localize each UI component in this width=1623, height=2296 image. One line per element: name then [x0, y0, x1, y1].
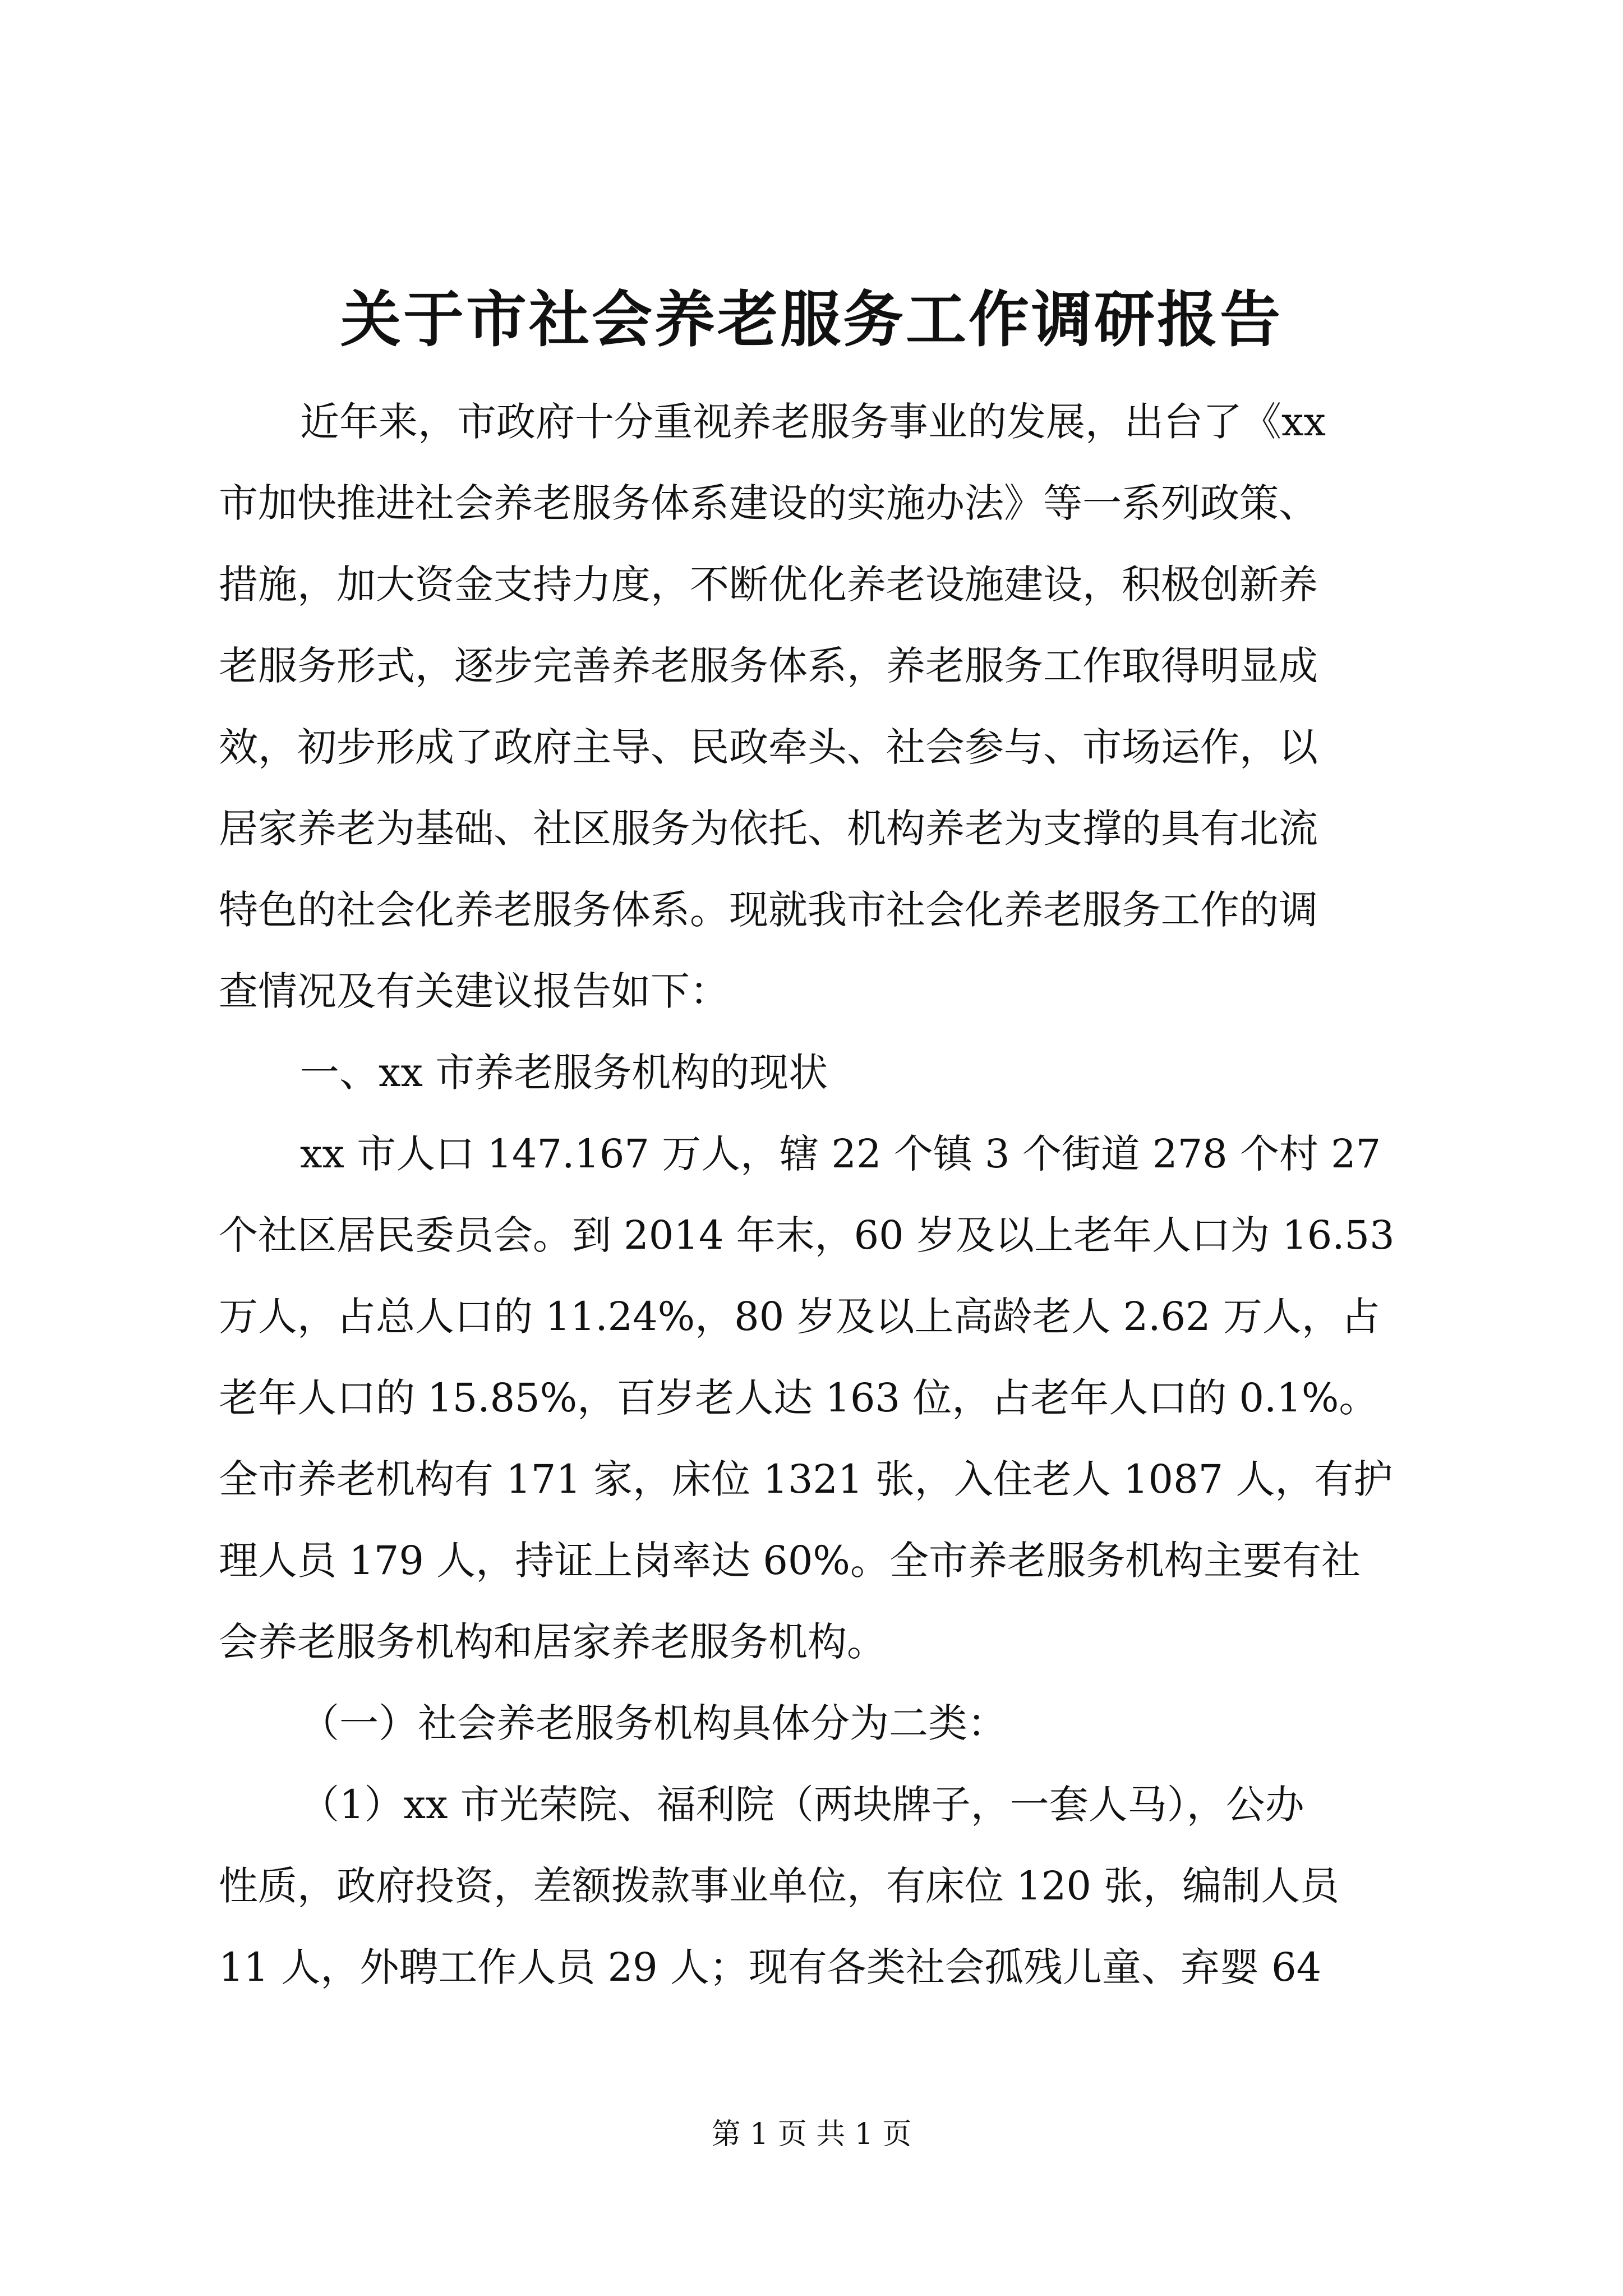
body-line: xx 市人口 147.167 万人，辖 22 个镇 3 个街道 278 个村 27: [300, 1131, 1381, 1177]
subsection-heading: （一）社会养老服务机构具体分为二类：: [300, 1700, 1007, 1746]
page-number-footer: 第 1 页 共 1 页: [711, 2118, 912, 2151]
body-line: 措施，加大资金支持力度，不断优化养老设施建设，积极创新养: [219, 562, 1318, 608]
body-line: 老年人口的 15.85%，百岁老人达 163 位，占老年人口的 0.1%。: [219, 1375, 1378, 1421]
body-line: 全市养老机构有 171 家，床位 1321 张，入住老人 1087 人，有护: [219, 1456, 1393, 1502]
body-line: 万人，占总人口的 11.24%，80 岁及以上高龄老人 2.62 万人，占: [219, 1294, 1380, 1340]
body-line: 个社区居民委员会。到 2014 年末，60 岁及以上老年人口为 16.53: [219, 1212, 1395, 1258]
document-title: 关于市社会养老服务工作调研报告: [340, 284, 1283, 355]
body-line: 老服务形式，逐步完善养老服务体系，养老服务工作取得明显成: [219, 643, 1318, 689]
body-line: 性质，政府投资，差额拨款事业单位，有床位 120 张，编制人员: [219, 1863, 1340, 1909]
body-line: 理人员 179 人，持证上岗率达 60%。全市养老服务机构主要有社: [219, 1538, 1361, 1584]
body-line: 效，初步形成了政府主导、民政牵头、社会参与、市场运作，以: [219, 724, 1318, 770]
body-line: 近年来，市政府十分重视养老服务事业的发展，出台了《xx: [300, 399, 1326, 445]
body-line: 特色的社会化养老服务体系。现就我市社会化养老服务工作的调: [219, 887, 1318, 933]
body-line: 会养老服务机构和居家养老服务机构。: [219, 1619, 886, 1665]
section-heading: 一、xx 市养老服务机构的现状: [300, 1050, 828, 1096]
body-line: 11 人，外聘工作人员 29 人；现有各类社会孤残儿童、弃婴 64: [219, 1944, 1322, 1990]
body-line: （1）xx 市光荣院、福利院（两块牌子，一套人马），公办: [300, 1782, 1304, 1828]
body-line: 居家养老为基础、社区服务为依托、机构养老为支撑的具有北流: [219, 806, 1318, 852]
body-line: 市加快推进社会养老服务体系建设的实施办法》等一系列政策、: [219, 480, 1318, 526]
body-line: 查情况及有关建议报告如下：: [219, 968, 729, 1014]
